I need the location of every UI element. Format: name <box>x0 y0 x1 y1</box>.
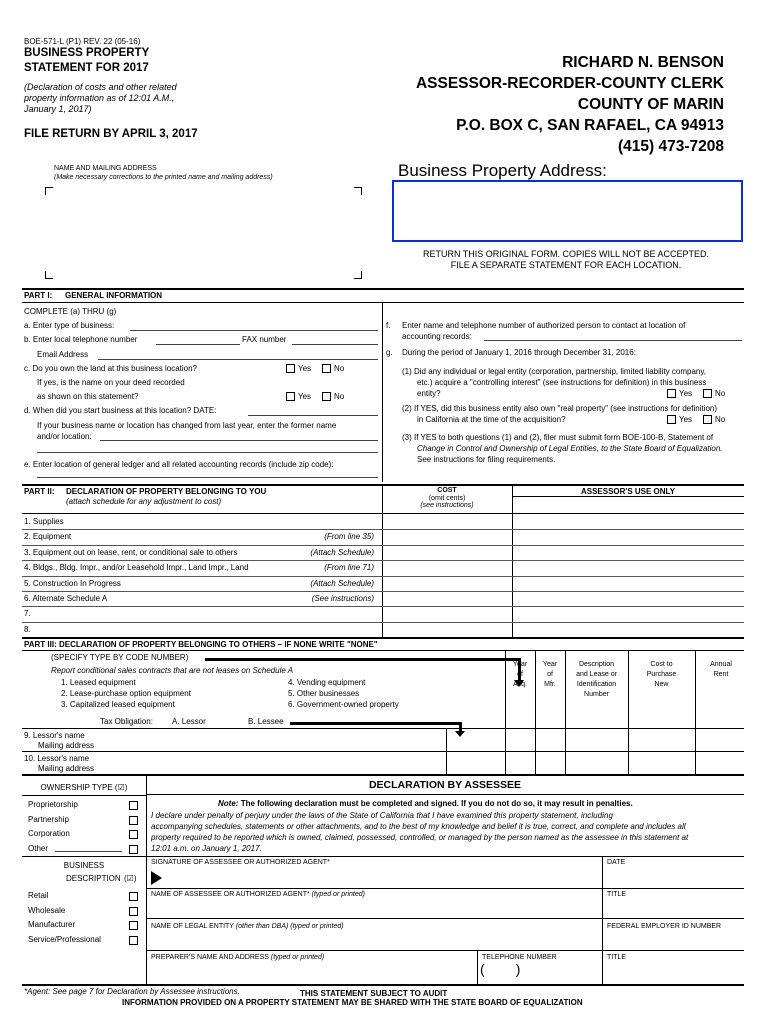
part1-divider <box>382 302 383 482</box>
part2-cost-field[interactable] <box>384 607 510 620</box>
sig-row-top <box>146 856 744 857</box>
ownership-type-label: Proprietorship <box>28 800 78 809</box>
form-title-line2: STATEMENT FOR 2017 <box>24 62 149 74</box>
p3-col-line-e <box>695 650 696 775</box>
address-corner-bl <box>45 271 53 279</box>
ownership-type-label: Partnership <box>28 814 69 824</box>
p3-row9-top <box>22 728 744 729</box>
p3-column-head: Number <box>584 691 609 698</box>
assessor-address: P.O. BOX C, SAN RAFAEL, CA 94913 <box>456 117 724 134</box>
part3-heading: PART III: DECLARATION OF PROPERTY BELONGING TO OTHERS – IF NONE WRITE "NONE" <box>24 640 378 649</box>
agent-name-label <box>151 891 365 898</box>
general-ledger-label: e. Enter location of general ledger and all related accounting records (include zip code): <box>24 460 334 469</box>
part2-row-label: 8. <box>24 624 31 634</box>
legal-entity-label <box>151 923 344 930</box>
deed-shown-label: as shown on this statement? <box>37 392 139 401</box>
p3-bottom-rule <box>22 774 744 776</box>
part2-row-label: 2. Equipment <box>24 532 72 542</box>
ownership-type-checkbox[interactable] <box>129 816 138 825</box>
date-field[interactable] <box>606 868 742 886</box>
agent-name-label-note: (typed or printed) <box>311 891 365 898</box>
declaration-body-2: accompanying schedules, statements or other attachments, and to the best of my knowledge and belief it is true, correct, and complete and includes all <box>151 822 686 831</box>
p3-col-line-d <box>628 650 629 775</box>
own-land-no-label: No <box>334 364 345 373</box>
code-3: 3. Capitalized leased equipment <box>61 700 175 709</box>
business-title-1: BUSINESS <box>63 861 105 870</box>
name-row-top <box>146 888 744 889</box>
period-label: During the period of January 1, 2016 through December 31, 2016: <box>402 348 636 357</box>
declaration-title: DECLARATION BY ASSESSEE <box>368 779 522 791</box>
row10-mailing: Mailing address <box>38 764 95 773</box>
preparer-row-top <box>146 950 744 951</box>
signature-arrow-icon <box>151 871 162 885</box>
contact-label-2: accounting records: <box>402 332 472 341</box>
part2-cost-field[interactable] <box>384 577 510 590</box>
row9-mailing: Mailing address <box>38 741 95 750</box>
part3-report-note: Report conditional sales contracts that are not leases on Schedule A <box>51 666 294 675</box>
g2-line1: (2) If YES, did this business entity also own "real property" (see instructions for definition) <box>402 404 718 413</box>
telephone-field[interactable]: ( ) <box>480 961 521 977</box>
assessor-use-rule <box>512 496 744 497</box>
address-corner-tr <box>354 187 362 195</box>
part2-subheading: (attach schedule for any adjustment to cost) <box>66 497 222 506</box>
title-field[interactable] <box>606 900 742 916</box>
business-description-label: Service/Professional <box>28 934 101 944</box>
part2-row-note: (From line 71) <box>324 563 374 573</box>
part2-top-rule <box>22 484 744 486</box>
part2-row-rule <box>22 591 744 592</box>
declaration-title-rule <box>146 794 744 795</box>
part2-cost-field[interactable] <box>384 515 510 528</box>
deed-no-checkbox[interactable] <box>322 392 331 401</box>
separate-statement-notice: FILE A SEPARATE STATEMENT FOR EACH LOCATION. <box>450 260 682 270</box>
g2-yes-checkbox[interactable] <box>667 415 676 424</box>
p3-column-head: Mfr. <box>544 681 556 688</box>
former-name-label-1: If your business name or location has changed from last year, enter the former name <box>37 421 337 430</box>
part2-header-rule <box>22 513 744 514</box>
business-title-2: DESCRIPTION <box>66 874 121 883</box>
part2-cost-field[interactable] <box>384 546 510 559</box>
ownership-divider <box>146 774 147 984</box>
general-ledger-field[interactable] <box>37 477 378 478</box>
contact-letter: f. <box>386 321 391 330</box>
part2-row-label: 5. Construction In Progress <box>24 578 121 588</box>
declaration-body-1: I declare under penalty of perjury under the laws of the State of California that I have examined this property statement, including <box>151 811 613 820</box>
preparer-title-field[interactable] <box>606 964 742 982</box>
part2-row-rule <box>22 545 744 546</box>
ownership-type-label: Other <box>28 843 49 853</box>
preparer-label-text: PREPARER'S NAME AND ADDRESS <box>151 954 269 961</box>
fein-field[interactable] <box>606 932 742 946</box>
code-2: 2. Lease-purchase option equipment <box>61 689 191 698</box>
p3-row10-top <box>22 751 744 752</box>
type-arrow-shaft <box>205 658 521 661</box>
legal-entity-label-note: (other than DBA) (typed or printed) <box>235 923 344 930</box>
preparer-title-label: TITLE <box>607 954 627 961</box>
p3-col-line-c <box>565 650 566 775</box>
part2-row-note: (See instructions) <box>311 594 374 603</box>
fax-label: FAX number <box>242 335 287 344</box>
start-date-label: d. When did you start business at this location? DATE: <box>24 406 217 415</box>
g2-yes-label: Yes <box>679 415 693 424</box>
agent-name-label-text: NAME OF ASSESSEE OR AUTHORIZED AGENT* <box>151 891 310 898</box>
part2-heading-num: PART II: <box>24 487 55 496</box>
part3-heading-rule <box>22 650 744 651</box>
p3-column-head: New <box>654 681 669 688</box>
p3-column-head: Year <box>542 661 558 668</box>
p3-column-head: of <box>547 671 553 678</box>
telephone-label: TELEPHONE NUMBER <box>482 954 557 961</box>
part2-row-note: (From line 35) <box>324 532 374 542</box>
part3-specify: (SPECIFY TYPE BY CODE NUMBER) <box>51 653 189 662</box>
p3-col-line-a <box>505 650 506 775</box>
declaration-note <box>218 799 633 808</box>
business-property-address-label: Business Property Address: <box>398 161 607 180</box>
ownership-other-field[interactable] <box>55 851 122 852</box>
declaration-body-3: property required to be reported which is owned, claimed, possessed, controlled, or managed by the person named as the assessee in this statement at <box>151 833 689 842</box>
form-subtitle-line3: January 1, 2017) <box>24 104 92 114</box>
signature-label: SIGNATURE OF ASSESSEE OR AUTHORIZED AGENT* <box>151 859 330 866</box>
part2-row-rule <box>22 560 744 561</box>
fein-label: FEDERAL EMPLOYER ID NUMBER <box>607 923 722 930</box>
g1-line3: entity? <box>417 389 441 398</box>
code-5: 5. Other businesses <box>288 689 360 698</box>
tax-arrow-head <box>455 731 465 737</box>
former-name-field-2[interactable] <box>37 452 378 453</box>
legal-entity-field[interactable] <box>151 932 597 946</box>
own-land-no-checkbox[interactable] <box>322 364 331 373</box>
part2-cost-field[interactable] <box>384 623 510 636</box>
g1-yes-checkbox[interactable] <box>667 389 676 398</box>
contact-field[interactable] <box>484 340 742 341</box>
mailing-note: (Make necessary corrections to the printed name and mailing address) <box>54 174 273 181</box>
part2-row-rule <box>22 529 744 530</box>
tax-obligation-label: Tax Obligation: <box>100 717 153 726</box>
type-of-business-label: a. Enter type of business: <box>24 321 115 330</box>
form-title-line1: BUSINESS PROPERTY <box>24 47 150 59</box>
sig-right-divider <box>602 856 603 984</box>
own-land-yes-label: Yes <box>298 364 312 373</box>
code-1: 1. Leased equipment <box>61 678 136 687</box>
tax-obligation-lessor[interactable]: A. Lessor <box>172 717 206 726</box>
business-description-label: Retail <box>28 891 49 900</box>
address-corner-tl <box>45 187 53 195</box>
business-check-hint: (☑) <box>124 874 137 883</box>
declaration-note-bold: Note: <box>218 799 239 808</box>
email-label: Email Address <box>37 350 89 359</box>
part2-row-label: 7. <box>24 609 31 619</box>
business-property-address-field[interactable] <box>392 180 743 242</box>
g2-no-label: No <box>715 415 726 424</box>
business-description-checkbox[interactable] <box>129 907 138 916</box>
g1-no-label: No <box>715 389 726 398</box>
p3-column-head: Year <box>512 661 528 668</box>
part2-row-note: (Attach Schedule) <box>310 578 374 588</box>
own-land-label: c. Do you own the land at this business location? <box>24 364 197 373</box>
row9-lessor-name: 9. Lessor's name <box>24 731 85 740</box>
p3-column-head: Identification <box>576 681 617 688</box>
part1-heading: GENERAL INFORMATION <box>65 291 163 300</box>
type-of-business-field[interactable] <box>130 330 378 331</box>
part3-top-rule <box>22 637 744 639</box>
part2-row-rule <box>22 576 744 577</box>
ownership-type-label: Corporation <box>28 829 70 838</box>
fax-field[interactable] <box>292 344 378 345</box>
email-field[interactable] <box>98 359 378 360</box>
p3-column-head: Acq. <box>512 681 527 688</box>
p3-column-head: Annual <box>710 661 732 668</box>
cost-label: COST <box>437 487 457 494</box>
form-subtitle-line1: (Declaration of costs and other related <box>24 82 177 92</box>
mailing-label: NAME AND MAILING ADDRESS <box>54 165 157 172</box>
p3-col-line-b <box>535 650 536 775</box>
part2-row-label: 4. Bldgs., Bldg. Impr., and/or Leasehold Impr., Land Impr., Land <box>24 563 249 573</box>
ownership-title-rule <box>22 795 146 796</box>
g1-yes-label: Yes <box>679 389 693 398</box>
part1-heading-rule <box>22 302 744 303</box>
part2-cost-field[interactable] <box>384 561 510 574</box>
ownership-type-checkbox[interactable] <box>129 801 138 810</box>
code-4: 4. Vending equipment <box>288 678 366 687</box>
part1-top-rule <box>22 288 744 290</box>
g3-line1: (3) If YES to both questions (1) and (2), filer must submit form BOE-100-B, Statement of <box>402 433 714 442</box>
g2-line2: in California at the time of the acquisition? <box>417 415 566 424</box>
part2-cost-field[interactable] <box>384 592 510 605</box>
preparer-field[interactable] <box>151 964 473 982</box>
local-phone-field[interactable] <box>156 344 240 345</box>
tax-obligation-lessee[interactable]: B. Lessee <box>248 717 284 726</box>
assessor-county: COUNTY OF MARIN <box>577 96 724 113</box>
former-name-label-2: and/or location: <box>37 432 92 441</box>
part2-row-note: (Attach Schedule) <box>310 547 374 557</box>
part1-heading-num: PART I: <box>24 291 53 300</box>
business-description-checkbox[interactable] <box>129 921 138 930</box>
business-title-rule <box>22 856 146 857</box>
contact-label-1: Enter name and telephone number of authorized person to contact at location of <box>402 321 686 330</box>
g1-no-checkbox[interactable] <box>703 389 712 398</box>
ownership-type-checkbox[interactable] <box>129 845 138 854</box>
business-description-checkbox[interactable] <box>129 936 138 945</box>
signature-field[interactable] <box>168 868 598 886</box>
footer-agent-note: *Agent: See page 7 for Declaration by Assessee instructions. <box>24 987 240 996</box>
deed-no-label: No <box>334 392 345 401</box>
date-label: DATE <box>607 859 626 866</box>
part2-heading: DECLARATION OF PROPERTY BELONGING TO YOU <box>66 487 267 496</box>
cost-sub2: (see instructions) <box>420 502 474 509</box>
assessor-title: ASSESSOR-RECORDER-COUNTY CLERK <box>415 75 724 92</box>
legal-entity-label-text: NAME OF LEGAL ENTITY <box>151 923 234 930</box>
g1-line1: (1) Did any individual or legal entity (corporation, partnership, limited liability company, <box>402 367 706 376</box>
declaration-bottom-rule <box>22 984 744 986</box>
p3-column-head: Cost to <box>650 661 673 668</box>
preparer-label-note: (typed or printed) <box>270 954 325 961</box>
deed-recorded-label: If yes, is the name on your deed recorded <box>37 378 185 387</box>
form-subtitle-line2: property information as of 12:01 A.M., <box>24 93 175 103</box>
g3-line3: See instructions for filing requirements. <box>417 455 556 464</box>
phone-divider <box>477 950 478 984</box>
footer-audit: THIS STATEMENT SUBJECT TO AUDIT <box>300 989 448 998</box>
p3-column-head: Purchase <box>646 671 677 678</box>
p3-column-head: Rent <box>713 671 729 678</box>
period-letter: g. <box>386 348 393 357</box>
cost-sub1: (omit cents) <box>428 495 466 502</box>
footer-shared: INFORMATION PROVIDED ON A PROPERTY STATEMENT MAY BE SHARED WITH THE STATE BOARD OF EQUALIZATION <box>122 998 583 1007</box>
part2-row-rule <box>22 606 744 607</box>
part2-row-label: 3. Equipment out on lease, rent, or conditional sale to others <box>24 547 238 557</box>
part2-cost-field[interactable] <box>384 530 510 543</box>
code-6: 6. Government-owned property <box>288 700 399 709</box>
part2-row-rule <box>22 622 744 623</box>
declaration-body-4: 12:01 a.m. on January 1, 2017. <box>151 844 262 853</box>
p3-column-head: and Lease or <box>576 671 617 678</box>
local-phone-label: b. Enter local telephone number <box>24 335 138 344</box>
assessor-name: RICHARD N. BENSON <box>562 54 724 71</box>
business-description-checkbox[interactable] <box>129 892 138 901</box>
assessor-phone: (415) 473-7208 <box>618 138 724 155</box>
assessor-use-label: ASSESSOR'S USE ONLY <box>580 487 676 496</box>
tax-arrow-shaft <box>290 722 462 725</box>
part2-row-label: 6. Alternate Schedule A <box>24 594 108 603</box>
part1-complete: COMPLETE (a) THRU (g) <box>24 307 117 316</box>
row10-lessor-name: 10. Lessor's name <box>24 754 90 763</box>
start-date-field[interactable] <box>248 415 378 416</box>
address-corner-br <box>354 271 362 279</box>
preparer-label <box>151 954 324 961</box>
p3-column-head: of <box>517 671 523 678</box>
part2-row-label: 1. Supplies <box>24 517 64 526</box>
ownership-title: OWNERSHIP TYPE (☑) <box>40 783 128 792</box>
own-land-yes-checkbox[interactable] <box>286 364 295 373</box>
legal-row-top <box>146 918 744 919</box>
former-name-field[interactable] <box>100 440 378 441</box>
file-by-date: FILE RETURN BY APRIL 3, 2017 <box>24 128 198 140</box>
declaration-note-text: The following declaration must be completed and signed. If you do not do so, it may result in penalties. <box>240 799 633 808</box>
agent-name-field[interactable] <box>151 900 597 916</box>
title-label: TITLE <box>607 891 627 898</box>
deed-yes-label: Yes <box>298 392 312 401</box>
g1-line2: etc.) acquire a "controlling interest" (see instructions for definition) in this business <box>417 378 707 387</box>
p3-column-head: Description <box>578 661 614 668</box>
g3-line2: Change in Control and Ownership of Legal Entities, to the State Board of Equalization. <box>417 444 723 453</box>
form-id: BOE-571-L (P1) REV. 22 (05-16) <box>24 37 141 46</box>
business-description-label: Manufacturer <box>28 920 76 929</box>
return-original-notice: RETURN THIS ORIGINAL FORM. COPIES WILL NOT BE ACCEPTED. <box>422 249 710 259</box>
ownership-type-checkbox[interactable] <box>129 830 138 839</box>
g2-no-checkbox[interactable] <box>703 415 712 424</box>
business-description-label: Wholesale <box>28 905 66 915</box>
deed-yes-checkbox[interactable] <box>286 392 295 401</box>
